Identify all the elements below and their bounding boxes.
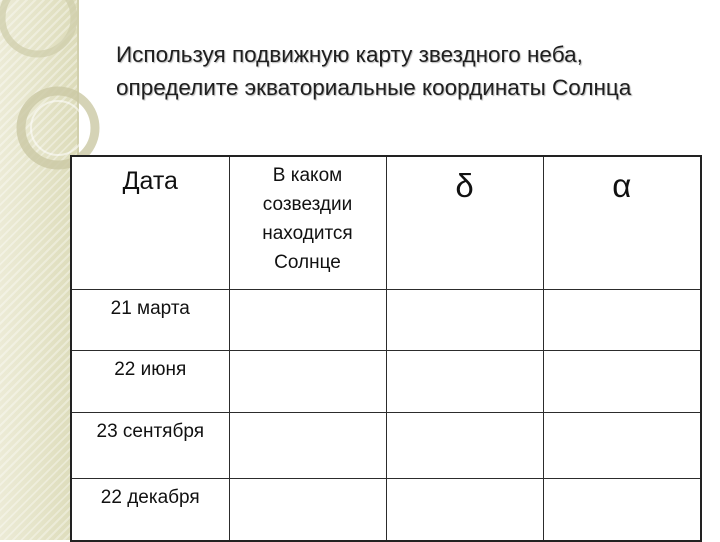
table-row — [71, 413, 701, 479]
decorative-ring — [21, 91, 95, 165]
header-date: Дата — [71, 156, 229, 290]
sun-coordinates-table — [70, 155, 702, 542]
right-ascension-cell — [543, 479, 701, 542]
right-ascension-cell — [543, 290, 701, 351]
declination-cell — [386, 290, 543, 351]
header-right-ascension: α — [543, 156, 701, 290]
header-declination: δ — [386, 156, 543, 290]
constellation-cell — [229, 479, 386, 542]
table-row — [71, 351, 701, 413]
date-cell: 21 марта — [71, 290, 229, 351]
constellation-cell — [229, 351, 386, 413]
title-line-1: Используя подвижную карту звездного неба, — [116, 42, 583, 67]
constellation-cell — [229, 413, 386, 479]
header-constellation — [229, 156, 386, 290]
table-row — [71, 479, 701, 542]
header-constellation-line: В каком — [272, 165, 343, 186]
right-ascension-cell — [543, 351, 701, 413]
header-constellation-line: находится — [262, 223, 353, 244]
decorative-ring — [31, 101, 85, 155]
date-cell: 22 июня — [71, 351, 229, 413]
title-line-2: определите экваториальные координаты Солнца — [116, 75, 632, 100]
declination-cell — [386, 479, 543, 542]
header-row — [71, 156, 701, 290]
decorative-ring — [2, 0, 74, 54]
date-cell: 22 декабря — [71, 479, 229, 542]
right-ascension-cell — [543, 413, 701, 479]
date-cell: 23 сентября — [71, 413, 229, 479]
declination-cell — [386, 351, 543, 413]
header-constellation-line: Солнце — [274, 252, 341, 273]
header-constellation-line: созвездии — [262, 194, 353, 215]
declination-cell — [386, 413, 543, 479]
slide-title — [116, 38, 711, 104]
table-row — [71, 290, 701, 351]
constellation-cell — [229, 290, 386, 351]
